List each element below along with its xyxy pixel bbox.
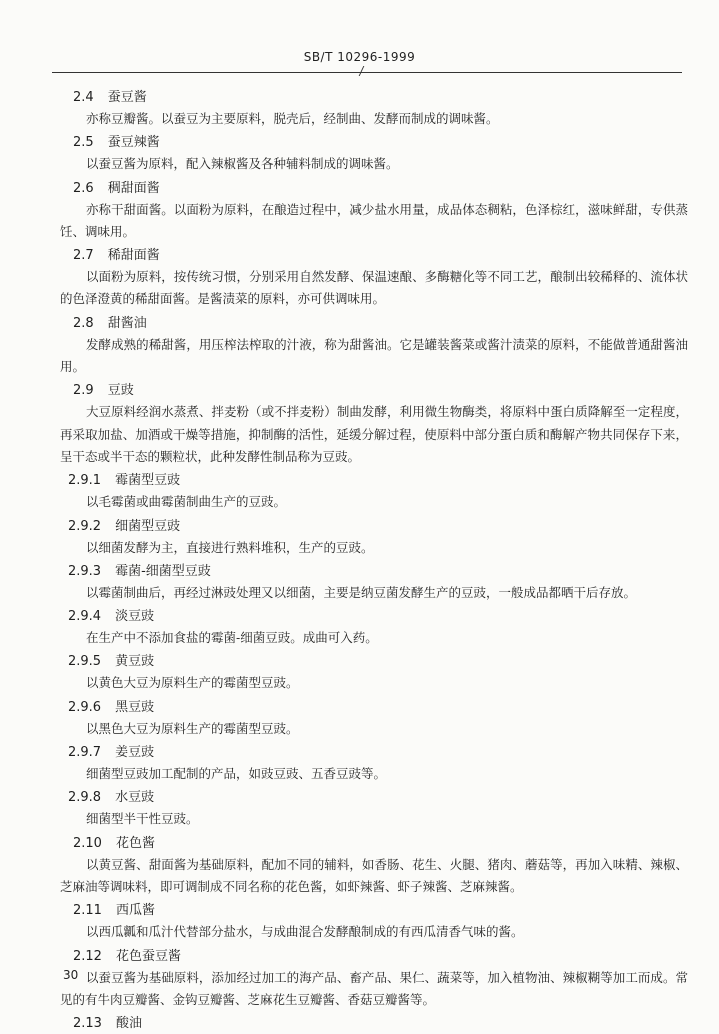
term-definition: 以蚕豆酱为原料，配入辣椒酱及各种辅料制成的调味酱。 [86, 156, 399, 172]
definition-entry [0, 900, 719, 943]
clause-number: 2.6 [73, 180, 94, 196]
term-definition: 以西瓜瓤和瓜汁代替部分盐水，与成曲混合发酵酿制成的有西瓜清香气味的酱。 [86, 924, 524, 940]
entry-heading [0, 87, 719, 108]
term-title: 淡豆豉 [115, 609, 155, 625]
document-body [0, 87, 719, 1034]
clause-number: 2.9.6 [68, 699, 102, 715]
entry-heading [0, 697, 719, 718]
term-title: 酸油 [115, 1016, 142, 1032]
clause-number: 2.9.4 [68, 609, 102, 625]
clause-number: 2.8 [73, 315, 94, 331]
term-title: 稀甜面酱 [107, 248, 160, 264]
definition-entry [0, 313, 719, 379]
term-definition: 以黄豆酱、甜面酱为基础原料，配加不同的辅料，如香肠、花生、火腿、猪肉、蘑菇等，再加入味精、辣椒、芝麻油等调味料，即可调制成不同名称的花色酱，如虾辣酱、虾子辣酱、芝麻辣酱。 [60, 856, 688, 894]
term-definition: 大豆原料经润水蒸煮、拌麦粉（或不拌麦粉）制曲发酵，利用微生物酶类，将原料中蛋白质降解至一定程度，再采取加盐、加酒或干燥等措施，抑制酶的活性，延缓分解过程，使原料中部分蛋白质和酶解产物共同保存下来，呈干态或半干态的颗粒状，此种发酵性制品称为豆豉。 [60, 404, 688, 464]
clause-number: 2.13 [73, 1016, 102, 1032]
definition-entry [0, 561, 719, 604]
term-definition: 以蚕豆酱为基础原料，添加经过加工的海产品、畜产品、果仁、蔬菜等，加入植物油、辣椒糊等加工而成。常见的有牛肉豆瓣酱、金钩豆瓣酱、芝麻花生豆瓣酱、香菇豆瓣酱等。 [60, 969, 688, 1007]
entry-heading [0, 245, 719, 266]
entry-heading [0, 516, 719, 537]
term-title: 霉菌-细菌型豆豉 [115, 563, 211, 579]
entry-heading [0, 946, 719, 967]
definition-entry [0, 245, 719, 311]
term-title: 蚕豆酱 [107, 90, 147, 105]
term-title: 蚕豆辣酱 [107, 135, 160, 151]
clause-number: 2.9.5 [68, 654, 102, 670]
entry-heading [0, 178, 719, 199]
clause-number: 2.5 [73, 135, 94, 151]
entry-heading [0, 651, 719, 672]
entry-heading [0, 313, 719, 334]
definition-entry [0, 132, 719, 175]
term-title: 西瓜酱 [115, 903, 155, 919]
term-title: 水豆豉 [115, 790, 155, 806]
term-title: 花色蚕豆酱 [115, 948, 181, 964]
term-definition: 以面粉为原料，按传统习惯，分别采用自然发酵、保温速酿、多酶糖化等不同工艺，酿制出较稀释的、流体状的色泽澄黄的稀甜面酱。是酱渍菜的原料，亦可供调味用。 [60, 269, 688, 307]
term-title: 姜豆豉 [115, 745, 155, 761]
definition-entry [0, 87, 719, 130]
clause-number: 2.4 [73, 90, 94, 105]
clause-number: 2.9 [73, 383, 94, 399]
definition-entry [0, 787, 719, 830]
term-definition: 亦称干甜面酱。以面粉为原料，在酿造过程中，减少盐水用量，成品体态稠粘，色泽棕红，滋味鲜甜，专供蒸饪、调味用。 [60, 201, 688, 239]
clause-number: 2.11 [73, 903, 102, 919]
definition-entry [0, 470, 719, 513]
term-title: 花色酱 [115, 835, 155, 851]
clause-number: 2.9.7 [68, 745, 102, 761]
entry-heading [0, 833, 719, 854]
header-mark [353, 66, 365, 76]
term-definition: 以毛霉菌或曲霉菌制曲生产的豆豉。 [86, 494, 287, 510]
term-title: 甜酱油 [107, 315, 147, 331]
entry-heading [0, 606, 719, 627]
term-definition: 亦称豆瓣酱。以蚕豆为主要原料，脱壳后，经制曲、发酵而制成的调味酱。 [86, 111, 499, 126]
term-definition: 发酵成熟的稀甜酱，用压榨法榨取的汁液，称为甜酱油。它是罐装酱菜或酱汁渍菜的原料，不能做普通甜酱油用。 [60, 336, 688, 375]
definition-entry [0, 697, 719, 740]
term-definition: 在生产中不添加食盐的霉菌-细菌豆豉。成曲可入药。 [86, 630, 378, 646]
term-definition: 以黑色大豆为原料生产的霉菌型豆豉。 [86, 720, 299, 736]
term-title: 黄豆豉 [115, 654, 155, 670]
definition-entry [0, 516, 719, 559]
page-number: 30 [63, 968, 79, 982]
term-title: 霉菌型豆豉 [115, 473, 181, 489]
definition-entry [0, 178, 719, 244]
definition-entry [0, 833, 719, 899]
clause-number: 2.9.8 [68, 790, 102, 806]
term-definition: 细菌型半干性豆豉。 [86, 811, 199, 827]
entry-heading [0, 380, 719, 401]
definition-entry [0, 946, 719, 1012]
definition-entry [0, 606, 719, 649]
clause-number: 2.7 [73, 248, 94, 264]
entry-heading [0, 561, 719, 582]
term-definition: 以黄色大豆为原料生产的霉菌型豆豉。 [86, 675, 299, 691]
header-rule [52, 72, 682, 73]
term-title: 细菌型豆豉 [115, 518, 181, 534]
entry-heading [0, 470, 719, 491]
standard-code-header: SB/T 10296-1999 [303, 50, 416, 64]
term-definition: 以细菌发酵为主，直接进行熟料堆积，生产的豆豉。 [86, 539, 374, 555]
clause-number: 2.12 [73, 948, 102, 964]
definition-entry [0, 380, 719, 468]
entry-heading [0, 132, 719, 153]
entry-heading [0, 787, 719, 808]
entry-heading [0, 900, 719, 921]
term-definition: 细菌型豆豉加工配制的产品，如豉豆豉、五香豆豉等。 [86, 766, 387, 782]
term-title: 稠甜面酱 [107, 180, 160, 196]
term-definition: 以霉菌制曲后，再经过淋豉处理又以细菌，主要是纳豆菌发酵生产的豆豉，一般成品都晒干后存放。 [86, 584, 637, 600]
term-title: 豆豉 [107, 383, 134, 399]
term-title: 黑豆豉 [115, 699, 155, 715]
definition-entry [0, 742, 719, 785]
clause-number: 2.9.1 [68, 473, 102, 489]
entry-heading [0, 742, 719, 763]
definition-entry [0, 651, 719, 694]
clause-number: 2.9.3 [68, 563, 102, 579]
clause-number: 2.10 [73, 835, 102, 851]
clause-number: 2.9.2 [68, 518, 102, 534]
